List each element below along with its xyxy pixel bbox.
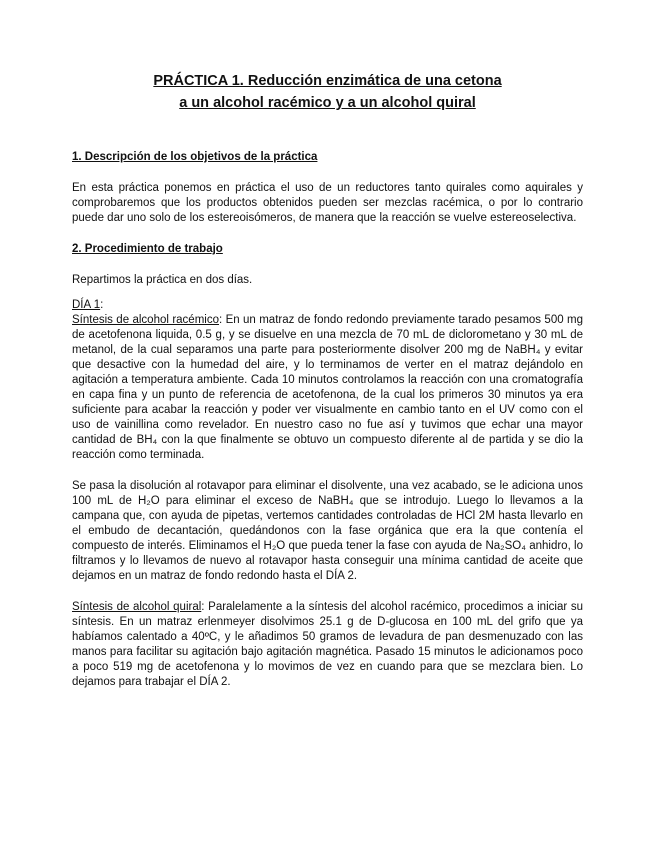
document-title [72, 70, 583, 114]
title-line-1: PRÁCTICA 1. Reducción enzimática de una cetona [153, 73, 502, 89]
section-2-heading-text: 2. Procedimiento de trabajo [72, 243, 223, 255]
rotavapor-paragraph: Se pasa la disolución al rotavapor para eliminar el disolvente, una vez acabado, se le adiciona unos 100 mL de H₂O para eliminar el exceso de NaBH₄ que se introdujo. Luego lo llevamos a la campana que, con ayuda de pipetas, vertemos cantidades controladas de HCl 2M hasta llevarlo en el embudo de decantación, quedándonos con la fase orgánica que era la que contenía el compuesto de interés. Eliminamos el H₂O que pueda tener la fase con ayuda de Na₂SO₄ anhidro, lo filtramos y lo llevamos de nuevo al rotavapor hasta conseguir una mínima cantidad de aceite que dejamos en un matraz de fondo redondo hasta el DÍA 2. [72, 480, 583, 582]
day-1-label: DÍA 1 [72, 299, 101, 311]
section-2-intro: Repartimos la práctica en dos días. [72, 274, 253, 286]
racemic-synthesis-text: : En un matraz de fondo redondo previamente tarado pesamos 500 mg de acetofenona liquida, 0.5 g, y se disuelve en una mezcla de 70 mL de diclorometano y 30 mL de metanol, de la cual separamos una parte para posteriormente disolver 200 mg de NaBH₄ y evitar que desactive con la humedad del aire, y lo terminamos de verter en el matraz dejándolo en agitación a temperatura ambiente. Cada 10 minutos controlamos la reacción con una cromatografía en capa fina y un punto de referencia de acetofenona, de la cual los primeros 30 minutos ya era suficiente para acabar la reacción y poder ver visualmente en cambio tanto en el UV como con el uso de vainillina como revelador. En nuestro caso no fue así y tuvimos que echar una mayor cantidad de BH₄ con la que finalmente se obtuvo un compuesto diferente al de partida y se dio la reacción como terminada. [72, 314, 583, 461]
day-1-label-line [72, 298, 583, 313]
section-1-paragraph: En esta práctica ponemos en práctica el uso de un reductores tanto quirales como aquirales y comprobaremos que los productos obtenidos pueden ser mezclas racémica, o por lo contrario puede dar uno solo de los estereoisómeros, de manera que la reacción se vuelve estereoselectiva. [72, 182, 583, 224]
racemic-synthesis-lead: Síntesis de alcohol racémico [72, 314, 219, 326]
day-1-label-suffix: : [100, 299, 104, 311]
title-line-2: a un alcohol racémico y a un alcohol quiral [179, 95, 476, 111]
chiral-synthesis-lead: Síntesis de alcohol quiral [72, 601, 202, 613]
section-1-heading-text: 1. Descripción de los objetivos de la práctica [72, 151, 318, 163]
chiral-synthesis-paragraph [72, 600, 583, 690]
section-1-heading [72, 150, 583, 165]
chiral-synthesis-text: : Paralelamente a la síntesis del alcohol racémico, procedimos a iniciar su síntesis. En un matraz erlenmeyer disolvimos 25.1 g de D-glucosa en 100 mL del grifo que ya habíamos calentado a 40ºC, y le añadimos 50 gramos de levadura de pan desmenuzado con las manos para facilitar su agitación bajo agitación magnética. Pasado 15 minutos le adicionamos poco a poco 519 mg de acetofenona y lo movimos de vez en cuando para que se mezclara bien. Lo dejamos para trabajar el DÍA 2. [72, 601, 583, 688]
section-2-heading [72, 242, 583, 257]
racemic-synthesis-paragraph [72, 313, 583, 463]
